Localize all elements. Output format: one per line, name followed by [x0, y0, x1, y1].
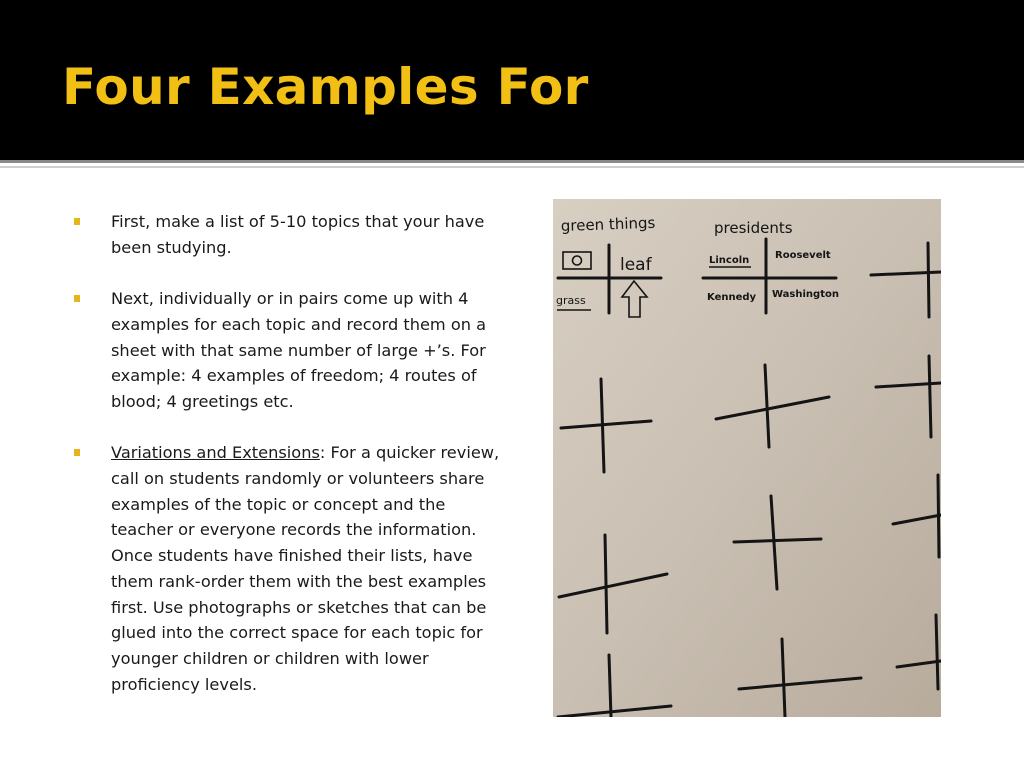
- variations-link[interactable]: Variations and Extensions: [111, 443, 320, 463]
- bullet-item-2: [74, 286, 504, 415]
- title-divider: [0, 160, 1024, 163]
- bullet-text: : For a quicker review, call on students randomly or volunteers share examples of the topic or concept and the teacher or everyone records the information. Once students have finished their lists, have them rank-order them with the best examples first. Use photographs or sketches that can be glued into the correct space for each topic for younger children or children with lower proficiency levels.: [111, 443, 500, 694]
- bullet-item-3: [74, 440, 504, 697]
- label-presidents: presidents: [714, 219, 793, 237]
- label-kennedy: Kennedy: [707, 292, 757, 303]
- slide-title: Four Examples For: [62, 58, 589, 116]
- bullet-text: Next, individually or in pairs come up with 4 examples for each topic and record them on a sheet with that same number of large +’s. For example: 4 examples of freedom; 4 routes of blood; 4 greetings etc.: [111, 289, 487, 411]
- label-lincoln: Lincoln: [709, 255, 750, 266]
- bullet-list: [74, 209, 504, 723]
- label-green-things: green things: [560, 213, 656, 235]
- bullet-marker-icon: [74, 218, 80, 225]
- bullet-marker-icon: [74, 295, 80, 302]
- label-grass: grass: [556, 294, 586, 307]
- label-leaf: leaf: [620, 255, 652, 275]
- title-divider-secondary: [0, 166, 1024, 168]
- label-washington: Washington: [772, 289, 839, 300]
- bullet-item-1: [74, 209, 504, 260]
- bullet-text: First, make a list of 5-10 topics that your have been studying.: [111, 212, 485, 257]
- label-roosevelt: Roosevelt: [775, 250, 831, 261]
- photo-plus-grid: [553, 199, 941, 717]
- bullet-marker-icon: [74, 449, 80, 456]
